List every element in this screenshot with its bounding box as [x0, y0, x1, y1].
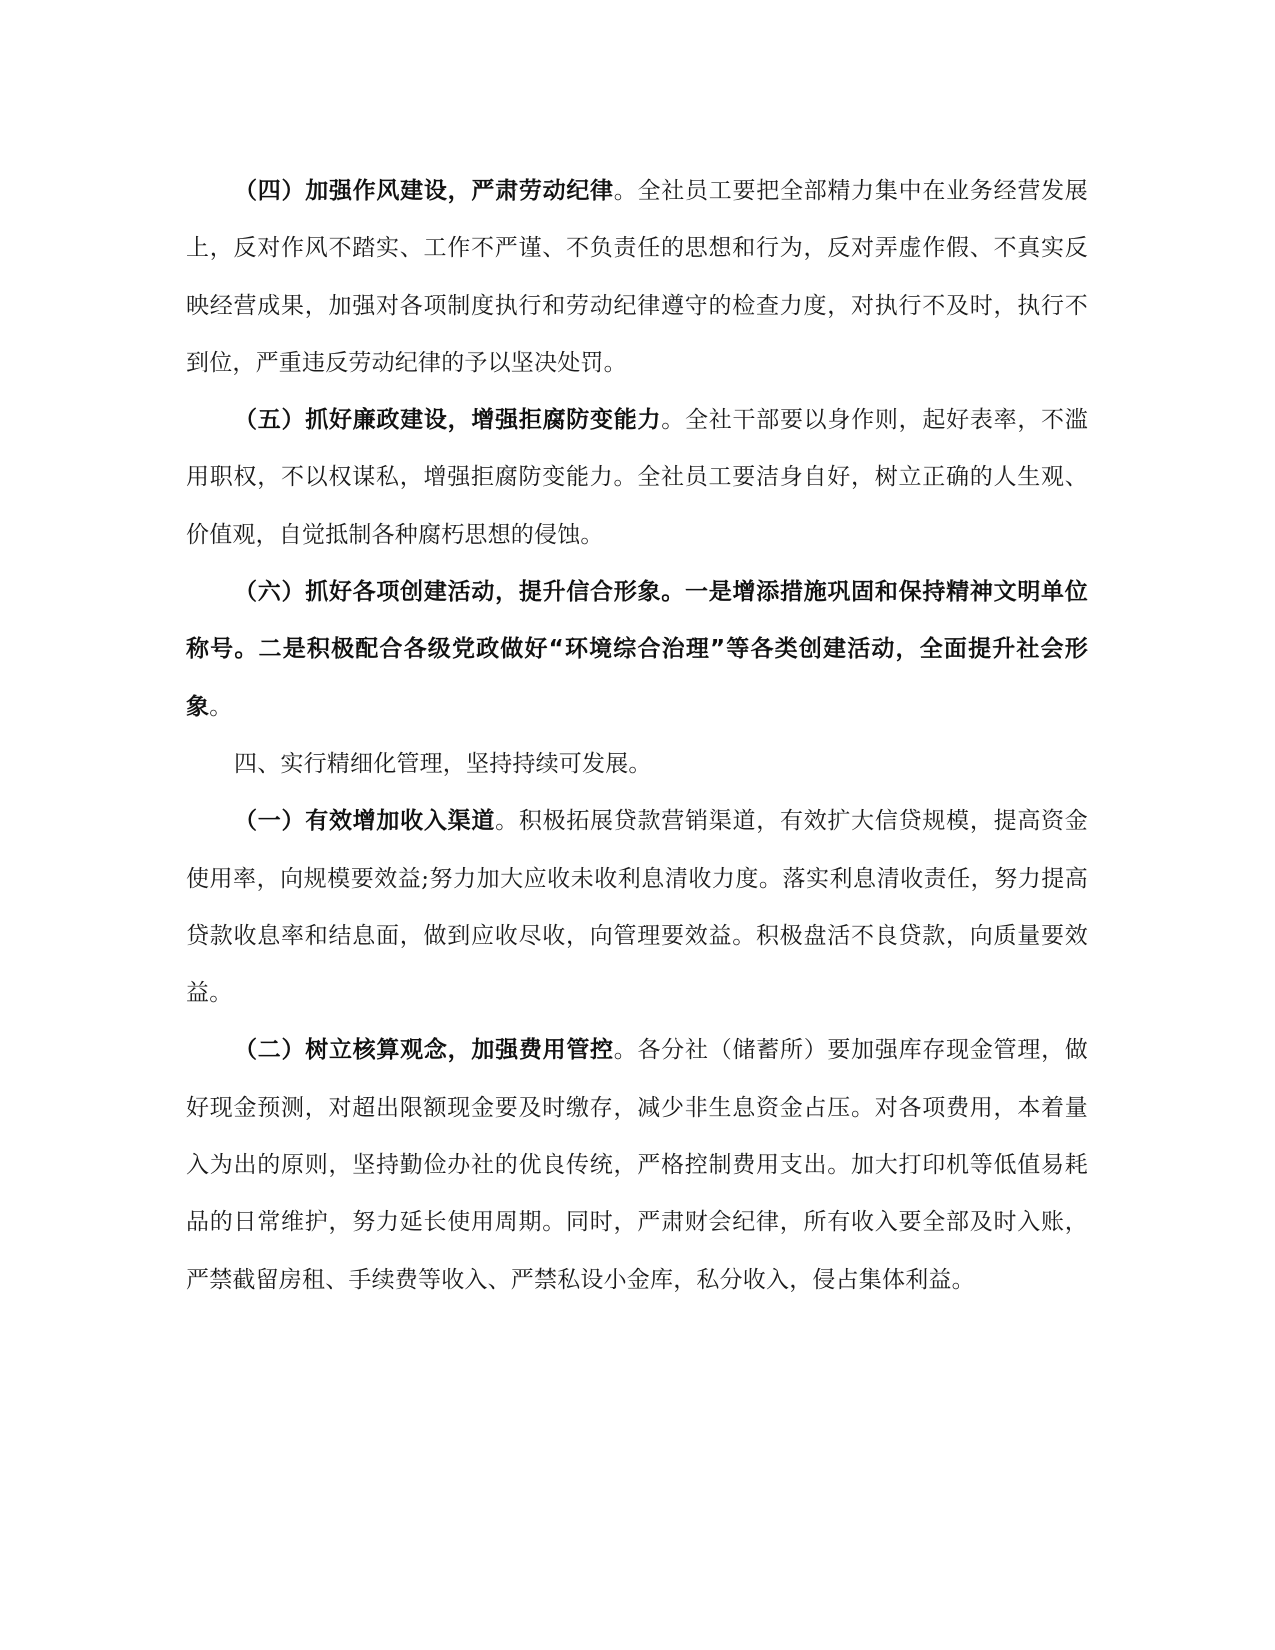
paragraph-text: 。全社干部要以身作则，起好表率，不滥用职权，不以权谋私，增强拒腐防变能力。全社员工要洁身自好，树立正确的人生观、价值观，自觉抵制各种腐朽思想的侵蚀。	[186, 407, 1088, 548]
document-body	[186, 163, 1088, 1309]
paragraph-discipline	[186, 163, 1088, 392]
paragraph-lead: （一）有效增加收入渠道	[234, 808, 496, 835]
paragraph-lead: （五）抓好廉政建设，增强拒腐防变能力	[234, 407, 662, 434]
paragraph-text: 。	[209, 693, 233, 720]
paragraph-integrity	[186, 392, 1088, 564]
section-heading: 四、实行精细化管理，坚持持续可发展。	[234, 750, 652, 777]
paragraph-cost-control	[186, 1022, 1088, 1308]
paragraph-lead: （二）树立核算观念，加强费用管控	[234, 1037, 614, 1064]
paragraph-lead: （四）加强作风建设，严肃劳动纪律	[234, 178, 614, 204]
paragraph-text: 。全社员工要把全部精力集中在业务经营发展上，反对作风不踏实、工作不严谨、不负责任的思想和行为，反对弄虚作假、不真实反映经营成果，加强对各项制度执行和劳动纪律遵守的检查力度，对执行不及时，执行不到位，严重违反劳动纪律的予以坚决处罚。	[186, 178, 1089, 376]
paragraph-lead: （六）抓好各项创建活动，提升信合形象。一是增添措施巩固和保持精神文明单位称号。二是积极配合各级党政做好“环境综合治理”等各类创建活动，全面提升社会形象	[186, 579, 1088, 720]
paragraph-text: 。各分社（储蓄所）要加强库存现金管理，做好现金预测，对超出限额现金要及时缴存，减少非生息资金占压。对各项费用，本着量入为出的原则，坚持勤俭办社的优良传统，严格控制费用支出。加大打印机等低值易耗品的日常维护，努力延长使用周期。同时，严肃财会纪律，所有收入要全部及时入账，严禁截留房租、手续费等收入、严禁私设小金库，私分收入，侵占集体利益。	[186, 1037, 1089, 1293]
paragraph-image-building	[186, 564, 1088, 736]
paragraph-text: 。积极拓展贷款营销渠道，有效扩大信贷规模，提高资金使用率，向规模要效益;努力加大应收未收利息清收力度。落实利息清收责任，努力提高贷款收息率和结息面，做到应收尽收，向管理要效益。积极盘活不良贷款，向质量要效益。	[186, 808, 1088, 1007]
paragraph-income	[186, 793, 1088, 1022]
